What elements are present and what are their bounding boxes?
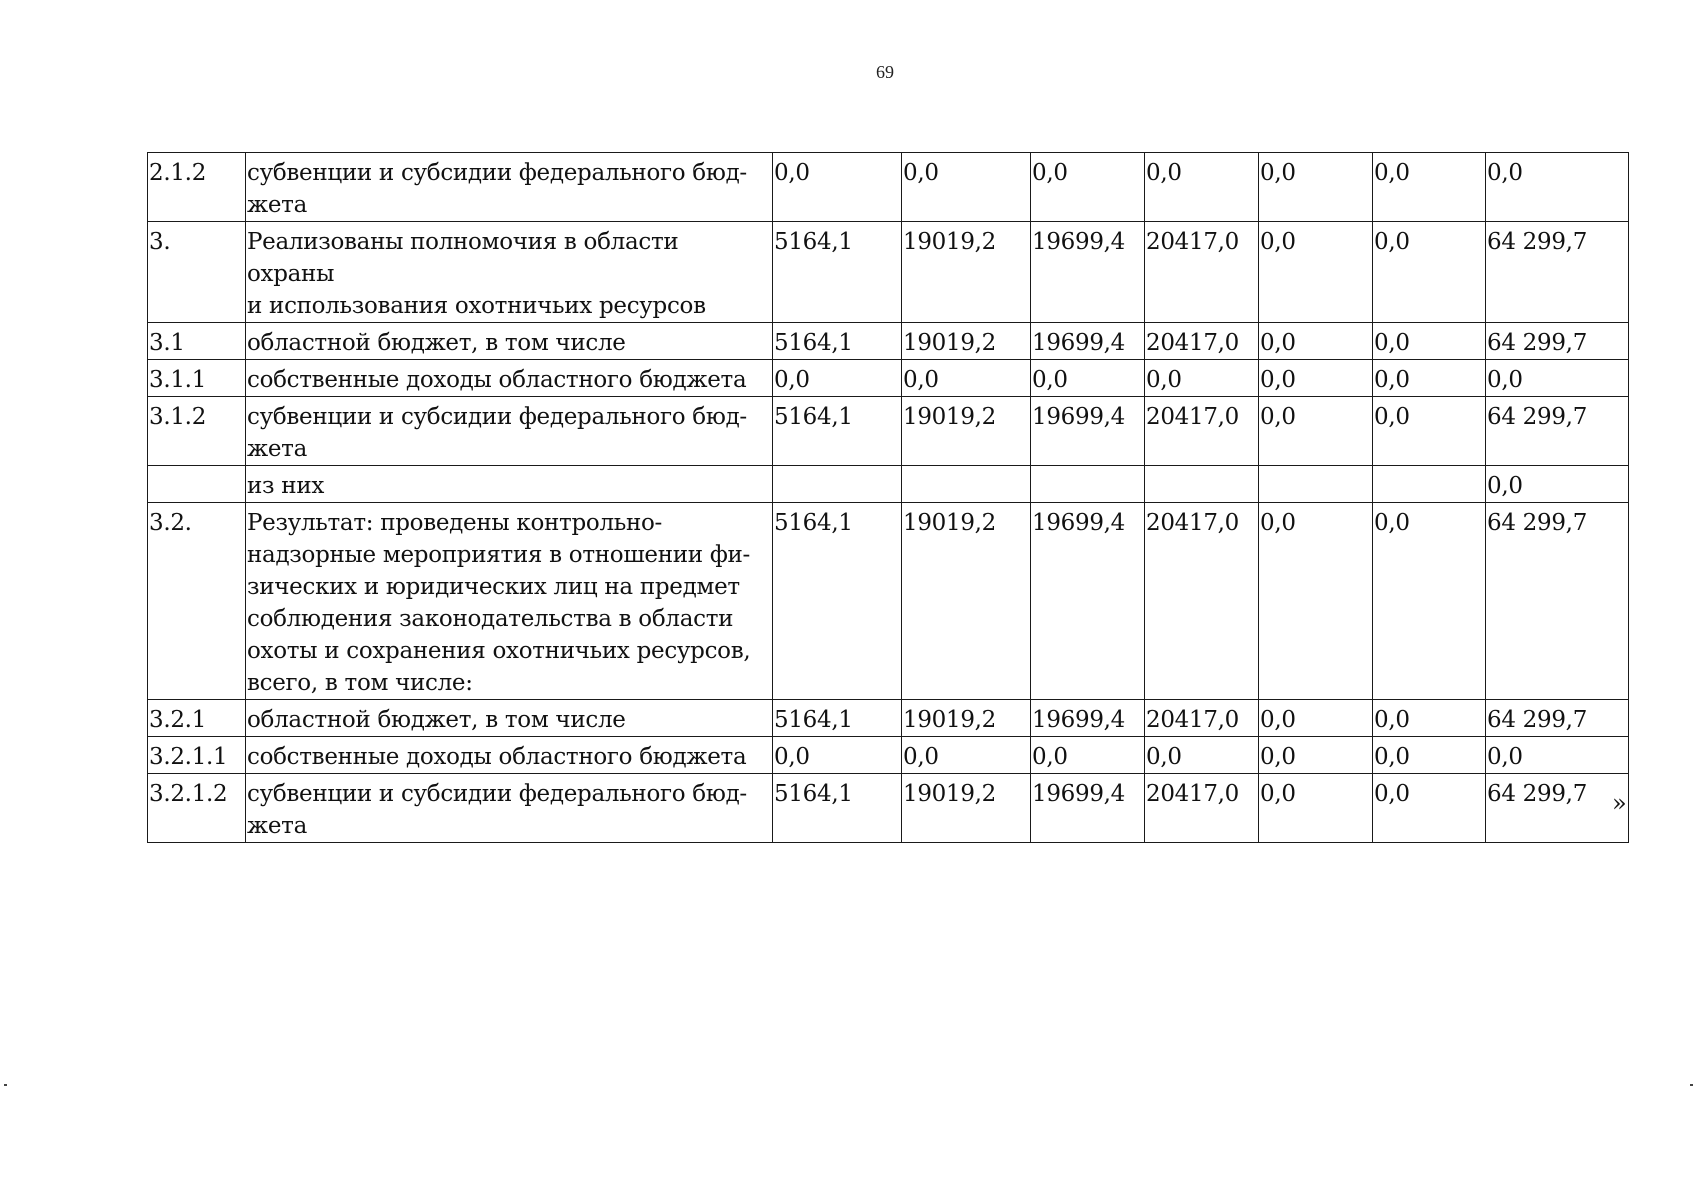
row-description: субвенции и субсидии федерального бюд- жета — [246, 153, 773, 222]
table-row — [148, 222, 1629, 323]
value-cell: 5164,1 — [773, 397, 902, 466]
value-cell: 0,0 — [902, 153, 1031, 222]
row-number: 3.1 — [148, 323, 246, 360]
value-cell: 0,0 — [1486, 360, 1629, 397]
value-cell: 0,0 — [1373, 737, 1486, 774]
row-number: 3. — [148, 222, 246, 323]
table-row — [148, 397, 1629, 466]
value-cell: 19699,4 — [1031, 397, 1145, 466]
row-description: Результат: проведены контрольно- надзорные мероприятия в отношении фи- зических и юридических лиц на предмет соблюдения законодательства в области охоты и сохранения охотничьих ресурсов, всего, в том числе: — [246, 503, 773, 700]
table-row — [148, 774, 1629, 843]
value-cell: 0,0 — [1031, 360, 1145, 397]
row-description: субвенции и субсидии федерального бюд- жета — [246, 774, 773, 843]
table-row — [148, 700, 1629, 737]
value-cell — [773, 466, 902, 503]
scan-edge-mark-right — [1690, 1084, 1693, 1086]
value-cell: 0,0 — [1373, 360, 1486, 397]
value-cell — [1259, 466, 1373, 503]
value-cell: 0,0 — [1031, 737, 1145, 774]
value-cell: 19019,2 — [902, 323, 1031, 360]
value-cell: 0,0 — [1259, 774, 1373, 843]
row-description: Реализованы полномочия в области охраны и использования охотничьих ресурсов — [246, 222, 773, 323]
value-cell: 64 299,7 — [1486, 397, 1629, 466]
row-number: 3.1.1 — [148, 360, 246, 397]
row-number: 3.2.1 — [148, 700, 246, 737]
value-cell: 0,0 — [1259, 397, 1373, 466]
value-cell: 0,0 — [1145, 737, 1259, 774]
table-row — [148, 153, 1629, 222]
value-cell: 20417,0 — [1145, 323, 1259, 360]
value-cell: 0,0 — [1259, 503, 1373, 700]
value-cell: 19019,2 — [902, 503, 1031, 700]
row-description: собственные доходы областного бюджета — [246, 737, 773, 774]
value-cell: 0,0 — [1145, 360, 1259, 397]
value-cell: 20417,0 — [1145, 700, 1259, 737]
value-cell: 0,0 — [1373, 503, 1486, 700]
table-row — [148, 360, 1629, 397]
value-cell: 0,0 — [1145, 153, 1259, 222]
row-number: 2.1.2 — [148, 153, 246, 222]
value-cell — [1145, 466, 1259, 503]
value-cell: 0,0 — [1373, 774, 1486, 843]
value-cell: 5164,1 — [773, 222, 902, 323]
value-cell: 0,0 — [1373, 153, 1486, 222]
table-row — [148, 503, 1629, 700]
value-cell: 64 299,7 — [1486, 222, 1629, 323]
closing-quote-mark: » — [1612, 789, 1627, 817]
value-cell: 0,0 — [1486, 466, 1629, 503]
row-description: собственные доходы областного бюджета — [246, 360, 773, 397]
value-cell: 0,0 — [1259, 323, 1373, 360]
value-cell: 0,0 — [1373, 323, 1486, 360]
value-cell — [902, 466, 1031, 503]
value-cell: 20417,0 — [1145, 503, 1259, 700]
value-cell: 5164,1 — [773, 323, 902, 360]
row-number: 3.2.1.2 — [148, 774, 246, 843]
value-cell: 0,0 — [1031, 153, 1145, 222]
value-cell: 5164,1 — [773, 700, 902, 737]
value-cell: 20417,0 — [1145, 397, 1259, 466]
value-cell: 0,0 — [1259, 737, 1373, 774]
row-number — [148, 466, 246, 503]
row-number: 3.2.1.1 — [148, 737, 246, 774]
page-number: 69 — [876, 62, 894, 82]
value-cell: 19699,4 — [1031, 503, 1145, 700]
table-row — [148, 737, 1629, 774]
value-cell: 0,0 — [773, 360, 902, 397]
value-cell: 0,0 — [773, 737, 902, 774]
value-cell: 19699,4 — [1031, 323, 1145, 360]
value-cell: 5164,1 — [773, 503, 902, 700]
value-cell: 20417,0 — [1145, 774, 1259, 843]
value-cell: 19699,4 — [1031, 222, 1145, 323]
row-description: областной бюджет, в том числе — [246, 323, 773, 360]
row-number: 3.2. — [148, 503, 246, 700]
value-cell: 0,0 — [902, 360, 1031, 397]
value-cell: 0,0 — [1486, 737, 1629, 774]
row-number: 3.1.2 — [148, 397, 246, 466]
value-cell: 0,0 — [1486, 153, 1629, 222]
value-cell: 0,0 — [902, 737, 1031, 774]
table-row — [148, 466, 1629, 503]
row-description: субвенции и субсидии федерального бюд- жета — [246, 397, 773, 466]
value-cell: 0,0 — [1259, 153, 1373, 222]
row-description: областной бюджет, в том числе — [246, 700, 773, 737]
value-cell — [1373, 466, 1486, 503]
value-cell: 0,0 — [1259, 222, 1373, 323]
value-cell: 0,0 — [1373, 397, 1486, 466]
value-cell: 0,0 — [773, 153, 902, 222]
budget-table-body — [148, 153, 1629, 843]
value-cell: 19019,2 — [902, 774, 1031, 843]
value-cell: 20417,0 — [1145, 222, 1259, 323]
value-cell — [1031, 466, 1145, 503]
value-cell: 0,0 — [1259, 700, 1373, 737]
scan-edge-mark-left — [4, 1084, 7, 1086]
value-cell: 19019,2 — [902, 222, 1031, 323]
value-cell: 19699,4 — [1031, 700, 1145, 737]
value-cell: 5164,1 — [773, 774, 902, 843]
value-cell: 64 299,7 — [1486, 700, 1629, 737]
value-cell: 19699,4 — [1031, 774, 1145, 843]
value-cell: 64 299,7 — [1486, 323, 1629, 360]
budget-table — [147, 152, 1629, 843]
value-cell: 64 299,7 — [1486, 774, 1629, 843]
value-cell: 64 299,7 — [1486, 503, 1629, 700]
row-description: из них — [246, 466, 773, 503]
value-cell: 19019,2 — [902, 397, 1031, 466]
value-cell: 19019,2 — [902, 700, 1031, 737]
value-cell: 0,0 — [1259, 360, 1373, 397]
value-cell: 0,0 — [1373, 700, 1486, 737]
value-cell: 0,0 — [1373, 222, 1486, 323]
table-row — [148, 323, 1629, 360]
